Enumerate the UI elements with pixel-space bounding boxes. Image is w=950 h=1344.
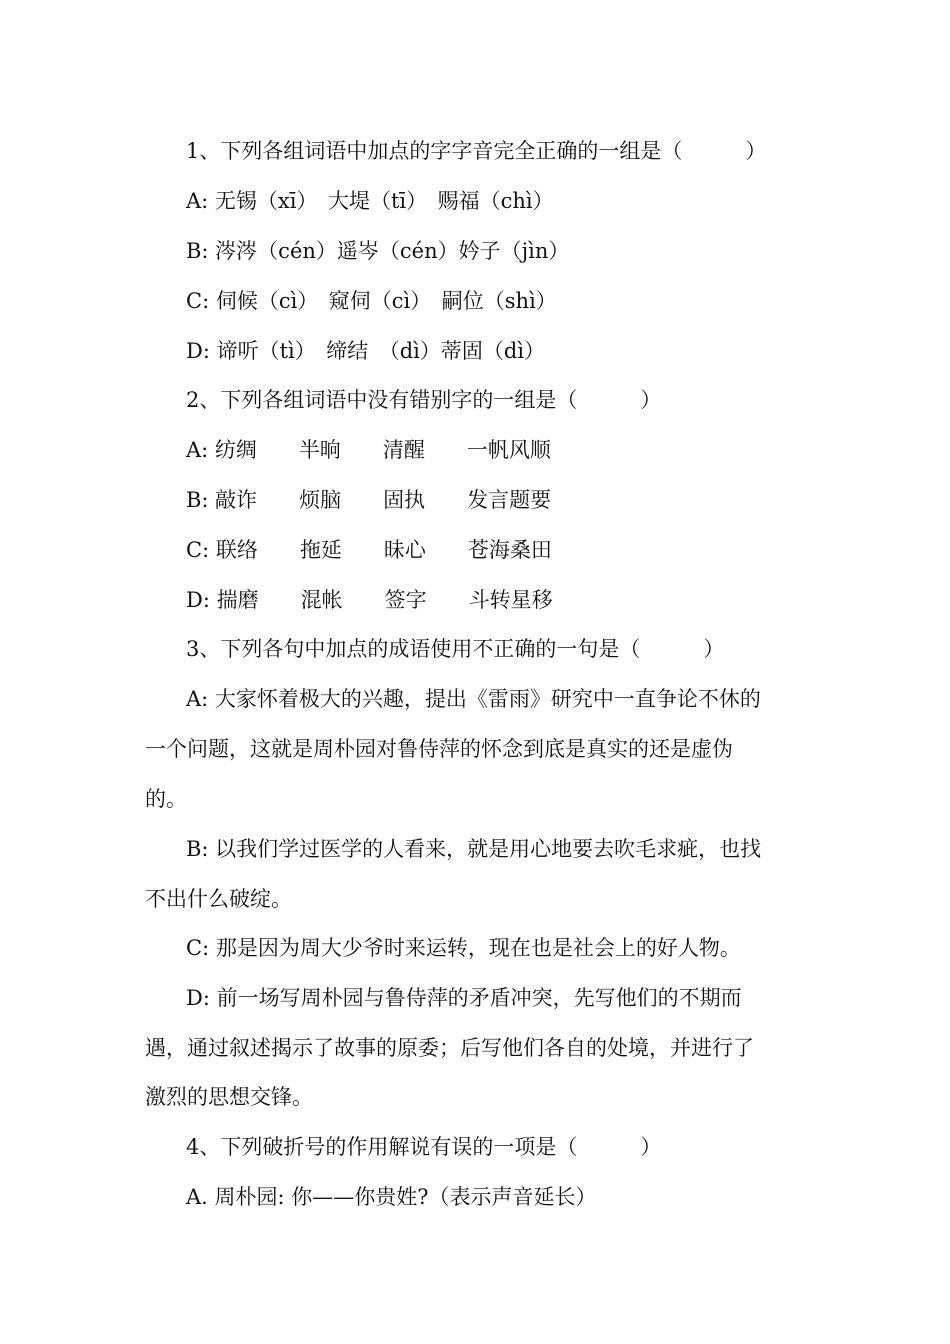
question-2-option-b: B: 敲诈 烦脑 固执 发言题要 [186, 488, 552, 512]
question-1-option-c: C: 伺候（cì） 窥伺（cì） 嗣位（shì） [186, 289, 557, 313]
question-3-stem: 3、下列各句中加点的成语使用不正确的一句是（ ） [186, 637, 725, 661]
question-3-option-d-line-1: D: 前一场写周朴园与鲁侍萍的矛盾冲突，先写他们的不期而 [186, 986, 742, 1010]
question-3-option-a-line-2: 一个问题，这就是周朴园对鲁侍萍的怀念到底是真实的还是虚伪 [145, 737, 733, 761]
question-3-option-a-line-1: A: 大家怀着极大的兴趣，提出《雷雨》研究中一直争论不休的 [186, 687, 761, 711]
question-1-stem: 1、下列各组词语中加点的字字音完全正确的一组是（ ） [186, 139, 767, 163]
question-2-stem: 2、下列各组词语中没有错别字的一组是（ ） [186, 388, 662, 412]
question-3-option-a-line-3: 的。 [145, 787, 187, 811]
question-1-option-b: B: 涔涔（cén）遥岑（cén）妗子（jìn） [186, 239, 570, 263]
question-2-option-a: A: 纺绸 半晌 清醒 一帆风顺 [186, 438, 551, 462]
question-3-option-c: C: 那是因为周大少爷时来运转，现在也是社会上的好人物。 [186, 936, 741, 960]
question-2-option-d: D: 揣磨 混帐 签字 斗转星移 [186, 588, 553, 612]
question-3-option-d-line-3: 激烈的思想交锋。 [145, 1085, 313, 1109]
question-4-option-a: A. 周朴园: 你——你贵姓?（表示声音延长） [186, 1185, 597, 1209]
question-2-option-c: C: 联络 拖延 昧心 苍海桑田 [186, 538, 552, 562]
question-3-option-d-line-2: 遇，通过叙述揭示了故事的原委；后写他们各自的处境，并进行了 [145, 1036, 754, 1060]
question-3-option-b-line-2: 不出什么破绽。 [145, 887, 292, 911]
question-1-option-a: A: 无锡（xī） 大堤（tī） 赐福（chì） [186, 189, 554, 213]
question-3-option-b-line-1: B: 以我们学过医学的人看来，就是用心地要去吹毛求疵，也找 [186, 837, 762, 861]
question-1-option-d: D: 谛听（tì） 缔结 （dì）蒂固（dì） [186, 339, 546, 363]
question-4-stem: 4、下列破折号的作用解说有误的一项是（ ） [186, 1135, 662, 1159]
